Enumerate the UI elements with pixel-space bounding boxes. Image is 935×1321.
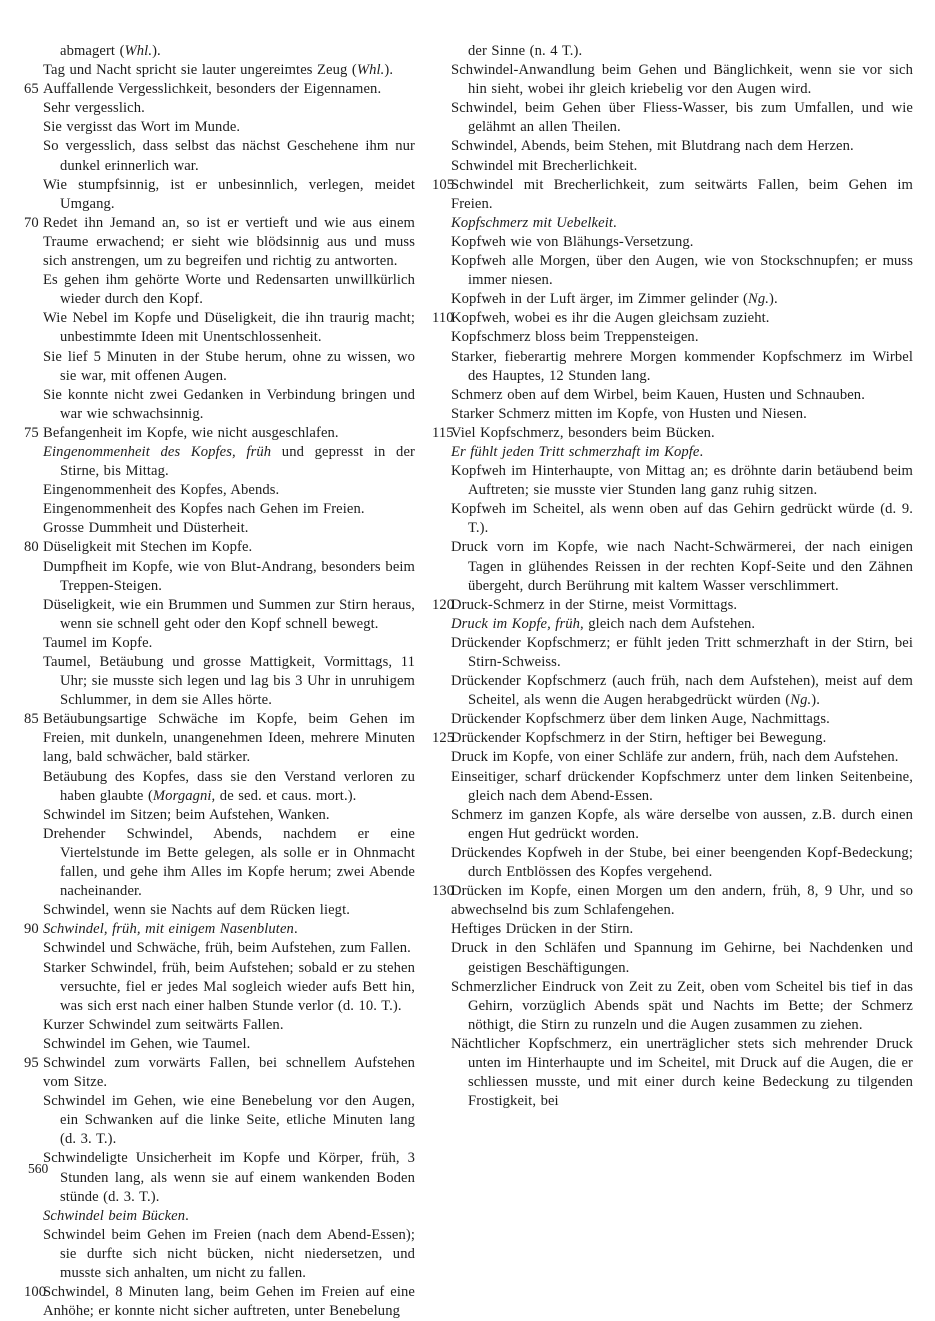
- italic-phrase: Kopfschmerz mit Uebelkeit: [451, 214, 614, 231]
- entry-number: 110: [432, 310, 454, 327]
- symptom-entry: 95 Schwindel zum vorwärts Fallen, bei schnellem Aufstehen vom Sitze.: [24, 1054, 415, 1091]
- symptom-entry: Kopfweh wie von Blähungs-Versetzung.: [451, 233, 694, 250]
- entry-number: 95: [24, 1054, 39, 1071]
- symptom-entry: 125Drückender Kopfschmerz in der Stirn, heftiger bei Bewegung.: [451, 729, 913, 748]
- text-column-left: [24, 42, 415, 1321]
- symptom-entry: Taumel im Kopfe.: [43, 634, 153, 651]
- symptom-entry: Eingenommenheit des Kopfes nach Gehen im Freien.: [43, 501, 365, 518]
- symptom-entry: 105Schwindel mit Brecherlichkeit, zum seitwärts Fallen, beim Gehen im Freien.: [432, 176, 913, 212]
- entry-number: 105: [432, 176, 455, 193]
- symptom-entry: Einseitiger, scharf drückender Kopfschmerz unter dem linken Seitenbeine, gleich nach dem Abend-Essen.: [451, 768, 913, 804]
- symptom-entry: Schwindel im Sitzen; beim Aufstehen, Wanken.: [43, 806, 330, 823]
- entry-number: 130: [432, 883, 455, 900]
- entry-number: 75: [24, 424, 39, 441]
- entry-number: 70: [24, 214, 39, 231]
- symptom-entry: 115Viel Kopfschmerz, besonders beim Bücken.: [451, 424, 913, 443]
- symptom-entry: Druck im Kopfe, von einer Schläfe zur andern, früh, nach dem Aufstehen.: [451, 749, 899, 766]
- entry-number: 85: [24, 711, 39, 728]
- symptom-entry: 100Schwindel, 8 Minuten lang, beim Gehen im Freien auf eine Anhöhe; er konnte nicht sicher auftreten, unter Benebelung: [24, 1284, 415, 1320]
- symptom-entry: Schwindel-Anwandlung beim Gehen und Bänglichkeit, wenn sie vor sich hin sieht, wobei ihr gleich kriebelig vor den Augen wird.: [451, 62, 913, 98]
- symptom-entry: Kurzer Schwindel zum seitwärts Fallen.: [43, 1016, 284, 1033]
- symptom-entry: Sehr vergesslich.: [43, 100, 145, 117]
- symptom-entry: Schwindel beim Bücken.: [43, 1207, 189, 1224]
- entry-number: 115: [432, 424, 454, 441]
- symptom-entry: Druck in den Schläfen und Spannung im Gehirne, bei Nachdenken und geistigen Beschäftigungen.: [451, 940, 913, 976]
- symptom-entry: Starker Schwindel, früh, beim Aufstehen; sobald er zu stehen versuchte, fiel er jedes Mal sogleich wieder aufs Bett hin, was sich erst nach einer halben Stunde verlor (d. 10. T.).: [43, 959, 415, 1014]
- symptom-entry: Wie stumpfsinnig, ist er unbesinnlich, verlegen, meidet Umgang.: [43, 176, 415, 212]
- italic-phrase: Morgagni,: [152, 787, 216, 804]
- symptom-entry: Drückender Kopfschmerz über dem linken Auge, Nachmittags.: [451, 711, 830, 728]
- italic-phrase: Schwindel, früh, mit einigem Nasenbluten: [43, 921, 294, 938]
- symptom-entry: 65 Auffallende Vergesslichkeit, besonders der Eigennamen.: [43, 80, 415, 99]
- entry-number: 90: [24, 921, 39, 938]
- text-column-right-inner: [432, 42, 913, 1111]
- symptom-entry: der Sinne (n. 4 T.).: [468, 43, 583, 59]
- symptom-entry: Druck vorn im Kopfe, wie nach Nacht-Schwärmerei, der nach einigen Tagen in glühendes Reissen in der rechten Kopf-Seite und den Zähnen übergeht, durch Berührung mit kaltem Wasser verschlimmert.: [451, 539, 913, 594]
- symptom-entry: Taumel, Betäubung und grosse Mattigkeit, Vormittags, 11 Uhr; sie musste sich legen und lag bis 3 Uhr in unruhigem Schlummer, in dem sie Alles hörte.: [43, 654, 415, 709]
- symptom-entry: Wie Nebel im Kopfe und Düseligkeit, die ihn traurig macht; unbestimmte Ideen mit Unentschlossenheit.: [43, 310, 415, 346]
- symptom-entry: Sie konnte nicht zwei Gedanken in Verbindung bringen und war wie schwachsinnig.: [43, 386, 415, 422]
- entry-number: 100: [24, 1284, 47, 1301]
- symptom-entry: 70 Redet ihn Jemand an, so ist er vertieft und wie aus einem Traume erwachend; er sieht wie blödsinnig aus und muss sich anstrengen, um zu begreifen und richtig zu antworten.: [24, 214, 415, 270]
- symptom-entry: Schwindel, wenn sie Nachts auf dem Rücken liegt.: [43, 902, 350, 919]
- italic-phrase: Eingenommenheit des Kopfes, früh: [43, 443, 272, 460]
- symptom-entry: Schwindel beim Gehen im Freien (nach dem Abend-Essen); sie durfte sich nicht bücken, nicht niedersetzen, und musste sich anhalten, um nicht zu fallen.: [43, 1226, 415, 1281]
- symptom-entry: Drehender Schwindel, Abends, nachdem er eine Viertelstunde im Bette gelegen, als solle er in Ohnmacht fallen, und gehe ihm Alles im Kopfe herum; zwei Abende nacheinander.: [43, 825, 415, 900]
- italic-phrase: Whl.: [124, 43, 153, 59]
- symptom-entry: Starker Schmerz mitten im Kopfe, von Husten und Niesen.: [451, 405, 807, 422]
- symptom-entry: Kopfschmerz bloss beim Treppensteigen.: [451, 329, 699, 346]
- entry-number: 125: [432, 730, 455, 747]
- symptom-entry: 85 Betäubungsartige Schwäche im Kopfe, beim Gehen im Freien, mit dunkeln, unangenehmen Ideen, mehrere Minuten lang, bald schwächer, bald stärker.: [24, 711, 415, 766]
- symptom-entry: Schmerz im ganzen Kopfe, als wäre derselbe von aussen, z.B. durch einen engen Hut gedrückt worden.: [451, 806, 913, 842]
- symptom-entry: Kopfweh in der Luft ärger, im Zimmer gelinder (Ng.).: [451, 291, 778, 308]
- text-column-right: [432, 42, 913, 1111]
- symptom-entry: Sie vergisst das Wort im Munde.: [43, 119, 241, 136]
- symptom-entry: Nächtlicher Kopfschmerz, ein unerträglicher stets sich mehrender Druck unten im Hinterhaupte und im Scheitel, mit Druck auf die Augen, die er schliessen musste, und mit einer durch keine Bedeckung zu tilgenden Frostigkeit, bei: [451, 1035, 913, 1110]
- symptom-entry: Kopfschmerz mit Uebelkeit.: [451, 214, 617, 231]
- symptom-entry: Tag und Nacht spricht sie lauter ungereimtes Zeug (Whl.).: [43, 62, 394, 79]
- symptom-entry: Drückendes Kopfweh in der Stube, bei einer beengenden Kopf-Bedeckung; durch Entblössen des Kopfes vergehend.: [451, 844, 913, 881]
- symptom-entry: Sie lief 5 Minuten in der Stube herum, ohne zu wissen, wo sie war, mit offenen Augen.: [43, 348, 415, 384]
- symptom-entry: Schwindel und Schwäche, früh, beim Aufstehen, zum Fallen.: [43, 940, 411, 957]
- entry-number: 65: [24, 81, 39, 98]
- symptom-entry: Schwindeligte Unsicherheit im Kopfe und Körper, früh, 3 Stunden lang, als wenn sie auf einem wankenden Boden stünde (d. 3. T.).: [43, 1150, 415, 1205]
- entry-number: 80: [24, 539, 39, 556]
- symptom-entry: 110Kopfweh, wobei es ihr die Augen gleichsam zuzieht.: [451, 309, 913, 328]
- symptom-entry: abmagert (Whl.).: [60, 43, 161, 59]
- symptom-entry: Schwindel im Gehen, wie Taumel.: [43, 1035, 251, 1052]
- symptom-entry: Schwindel im Gehen, wie eine Benebelung vor den Augen, ein Schwanken auf die linke Seite, etliche Minuten lang (d. 3. T.).: [43, 1093, 415, 1148]
- italic-phrase: Schwindel beim Bücken: [43, 1207, 186, 1224]
- symptom-entry: Kopfweh im Scheitel, als wenn oben auf das Gehirn gedrückt würde (d. 9. T.).: [451, 501, 913, 537]
- symptom-entry: So vergesslich, dass selbst das nächst Geschehene ihm nur dunkel erinnerlich war.: [43, 138, 415, 174]
- symptom-entry: Grosse Dummheit und Düsterheit.: [43, 520, 249, 537]
- symptom-entry: Drückender Kopfschmerz; er fühlt jeden Tritt schmerzhaft in der Stirn, bei Stirn-Schweiss.: [451, 634, 913, 670]
- symptom-entry: Starker, fieberartig mehrere Morgen kommender Kopfschmerz im Wirbel des Hauptes, 12 Stunden lang.: [451, 348, 913, 384]
- italic-phrase: Ng.: [748, 291, 769, 308]
- symptom-entry: Schwindel, Abends, beim Stehen, mit Blutdrang nach dem Herzen.: [451, 138, 854, 155]
- symptom-entry: Eingenommenheit des Kopfes, früh und gepresst in der Stirne, bis Mittag.: [43, 443, 415, 480]
- symptom-entry: Eingenommenheit des Kopfes, Abends.: [43, 482, 280, 499]
- symptom-entry: Drückender Kopfschmerz (auch früh, nach dem Aufstehen), meist auf dem Scheitel, als wenn die Augen herabgedrückt würden (Ng.).: [451, 673, 913, 709]
- symptom-entry: 130Drücken im Kopfe, einen Morgen um den andern, früh, 8, 9 Uhr, und so abwechselnd bis zum Schlafengehen.: [432, 883, 913, 919]
- symptom-entry: Es gehen ihm gehörte Worte und Redensarten unwillkürlich wieder durch den Kopf.: [43, 272, 415, 308]
- symptom-entry: 90 Schwindel, früh, mit einigem Nasenbluten.: [43, 920, 415, 939]
- symptom-entry: 120Druck-Schmerz in der Stirne, meist Vormittags.: [451, 596, 913, 615]
- symptom-entry: Betäubung des Kopfes, dass sie den Verstand verloren zu haben glaubte (Morgagni, de sed. et caus. mort.).: [43, 768, 415, 804]
- symptom-entry: Heftiges Drücken in der Stirn.: [451, 921, 634, 938]
- symptom-entry: 80 Düseligkeit mit Stechen im Kopfe.: [43, 538, 415, 557]
- symptom-entry: Schmerzlicher Eindruck von Zeit zu Zeit, oben vom Scheitel bis tief in das Gehirn, vorzüglich Abends spät und Nachts im Bette; der Schmerz nöthigt, die Stirn zu runzeln und die Augen zusammen zu ziehen.: [451, 978, 913, 1033]
- symptom-entry: Druck im Kopfe, früh, gleich nach dem Aufstehen.: [451, 615, 756, 632]
- symptom-entry: Dumpfheit im Kopfe, wie von Blut-Andrang, besonders beim Treppen-Steigen.: [43, 558, 415, 594]
- symptom-entry: Schwindel, beim Gehen über Fliess-Wasser, bis zum Umfallen, und wie gelähmt an allen Theilen.: [451, 100, 913, 136]
- italic-phrase: Whl.: [356, 62, 385, 79]
- symptom-entry: Kopfweh im Hinterhaupte, von Mittag an; es dröhnte darin betäubend beim Auftreten; sie musste vier Stunden lang ganz ruhig sitzen.: [451, 463, 913, 499]
- italic-phrase: Druck im Kopfe, früh: [451, 615, 581, 632]
- symptom-entry: 75 Befangenheit im Kopfe, wie nicht ausgeschlafen.: [43, 424, 415, 443]
- page-number: 560: [28, 1161, 49, 1176]
- italic-phrase: Ng.: [790, 692, 812, 709]
- symptom-entry: Schwindel mit Brecherlichkeit.: [451, 157, 638, 174]
- symptom-entry: Schmerz oben auf dem Wirbel, beim Kauen, Husten und Schnauben.: [451, 386, 865, 403]
- entry-number: 120: [432, 596, 455, 613]
- symptom-entry: Kopfweh alle Morgen, über den Augen, wie von Stockschnupfen; er muss immer niesen.: [451, 253, 913, 289]
- italic-phrase: Er fühlt jeden Tritt schmerzhaft im Kopfe: [451, 443, 700, 460]
- symptom-entry: Er fühlt jeden Tritt schmerzhaft im Kopfe.: [451, 443, 704, 460]
- symptom-entry: Düseligkeit, wie ein Brummen und Summen zur Stirn heraus, wenn sie schnell geht oder den Kopf schnell bewegt.: [43, 596, 415, 632]
